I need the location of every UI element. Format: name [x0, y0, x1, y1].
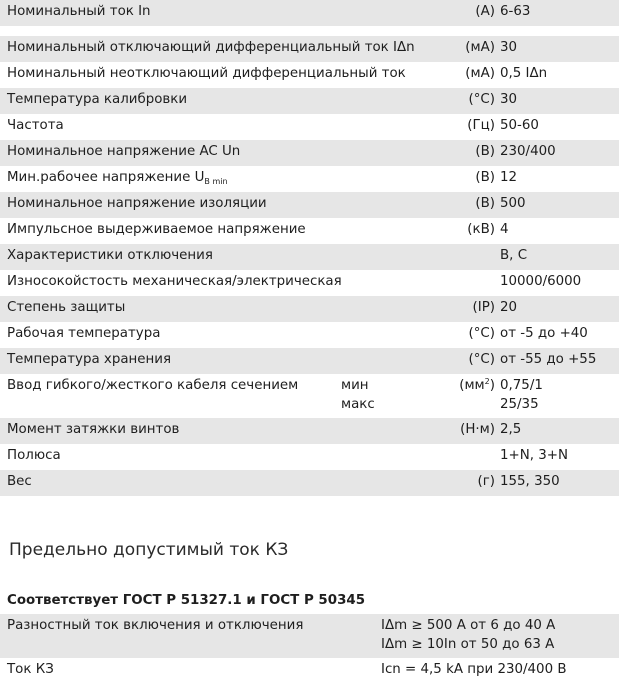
spec-gap	[0, 26, 619, 36]
spec-value: 30	[500, 92, 518, 107]
spec-unit: (В)	[475, 196, 495, 211]
spec-value: 1+N, 3+N	[500, 448, 569, 463]
spec-value: от -5 до +40	[500, 326, 588, 341]
standard-compliance-heading: Соответствует ГОСТ Р 51327.1 и ГОСТ Р 50345	[7, 593, 366, 608]
spec-value: 500	[500, 196, 526, 211]
spec-value: 20	[500, 300, 518, 315]
spec-unit: (г)	[477, 474, 495, 489]
spec-label-text: Мин.рабочее напряжение U	[7, 170, 205, 185]
kz-row	[0, 614, 619, 658]
spec-row	[0, 36, 619, 62]
spec-label-subscript: B min	[204, 177, 228, 186]
spec-unit: (Н·м)	[460, 422, 495, 437]
spec-row	[0, 62, 619, 88]
spec-sublabel-min: мин	[341, 378, 369, 393]
kz-label: Разностный ток включения и отключения	[7, 618, 304, 633]
kz-value-2: IΔm ≥ 10In от 50 до 63 А	[381, 637, 555, 652]
spec-unit: (Гц)	[467, 118, 495, 133]
spec-row	[0, 270, 619, 296]
section-title: Предельно допустимый ток КЗ	[9, 540, 289, 560]
kz-row	[0, 658, 619, 684]
spec-unit-text: (мм	[459, 378, 485, 393]
spec-row-rated-current	[0, 0, 619, 26]
spec-row	[0, 244, 619, 270]
kz-label: Ток КЗ	[7, 662, 54, 677]
spec-unit: (°С)	[468, 326, 495, 341]
kz-value-1: IΔm ≥ 500 А от 6 до 40 А	[381, 618, 556, 633]
spec-row	[0, 114, 619, 140]
spec-value: B, C	[500, 248, 528, 263]
spec-label	[7, 170, 228, 185]
spec-row	[0, 444, 619, 470]
spec-unit: (мА)	[465, 66, 495, 81]
spec-value-max: 25/35	[500, 397, 539, 412]
spec-label: Номинальный неотключающий дифференциальный ток	[7, 66, 406, 81]
spec-unit-superscript: 2	[484, 377, 490, 386]
kz-value-1: Icn = 4,5 kA при 230/400 В	[381, 662, 567, 677]
spec-label: Номинальное напряжение изоляции	[7, 196, 267, 211]
spec-value: 12	[500, 170, 518, 185]
spec-value: от -55 до +55	[500, 352, 597, 367]
spec-sublabel-max: макс	[341, 397, 375, 412]
spec-row	[0, 218, 619, 244]
spec-row	[0, 296, 619, 322]
spec-value: 4	[500, 222, 509, 237]
spec-row	[0, 166, 619, 192]
spec-unit: (В)	[475, 170, 495, 185]
spec-label: Степень защиты	[7, 300, 126, 315]
spec-row	[0, 348, 619, 374]
spec-label: Характеристики отключения	[7, 248, 213, 263]
spec-value: 2,5	[500, 422, 522, 437]
spec-label: Номинальный ток In	[7, 4, 151, 19]
spec-unit: (°С)	[468, 352, 495, 367]
spec-unit	[459, 378, 495, 393]
spec-value: 6-63	[500, 4, 531, 19]
spec-value: 0,5 IΔn	[500, 66, 548, 81]
spec-unit: (IP)	[472, 300, 495, 315]
spec-label: Полюса	[7, 448, 61, 463]
spec-row	[0, 470, 619, 496]
spec-value: 50-60	[500, 118, 539, 133]
spec-value: 10000/6000	[500, 274, 582, 289]
spec-unit: (В)	[475, 144, 495, 159]
spec-row	[0, 418, 619, 444]
spec-unit-close: )	[489, 378, 495, 393]
spec-label: Вес	[7, 474, 32, 489]
spec-label: Номинальное напряжение AC Un	[7, 144, 241, 159]
spec-value: 230/400	[500, 144, 556, 159]
spec-unit: (°С)	[468, 92, 495, 107]
spec-unit: (кВ)	[467, 222, 495, 237]
spec-label: Ввод гибкого/жесткого кабеля сечением	[7, 378, 299, 393]
spec-row-cable	[0, 374, 619, 418]
spec-row	[0, 88, 619, 114]
spec-label: Номинальный отключающий дифференциальный ток IΔn	[7, 40, 415, 55]
spec-unit: (А)	[475, 4, 495, 19]
spec-label: Частота	[7, 118, 64, 133]
spec-label: Температура калибровки	[7, 92, 188, 107]
spec-value-min: 0,75/1	[500, 378, 543, 393]
spec-value: 155, 350	[500, 474, 560, 489]
spec-row	[0, 322, 619, 348]
spec-label: Рабочая температура	[7, 326, 161, 341]
spec-label: Импульсное выдерживаемое напряжение	[7, 222, 306, 237]
spec-row	[0, 140, 619, 166]
spec-unit: (мА)	[465, 40, 495, 55]
spec-label: Температура хранения	[7, 352, 172, 367]
spec-label: Момент затяжки винтов	[7, 422, 180, 437]
spec-value: 30	[500, 40, 518, 55]
short-circuit-table	[0, 614, 619, 684]
spec-label: Износокойстость механическая/электрическая	[7, 274, 342, 289]
spec-row	[0, 192, 619, 218]
